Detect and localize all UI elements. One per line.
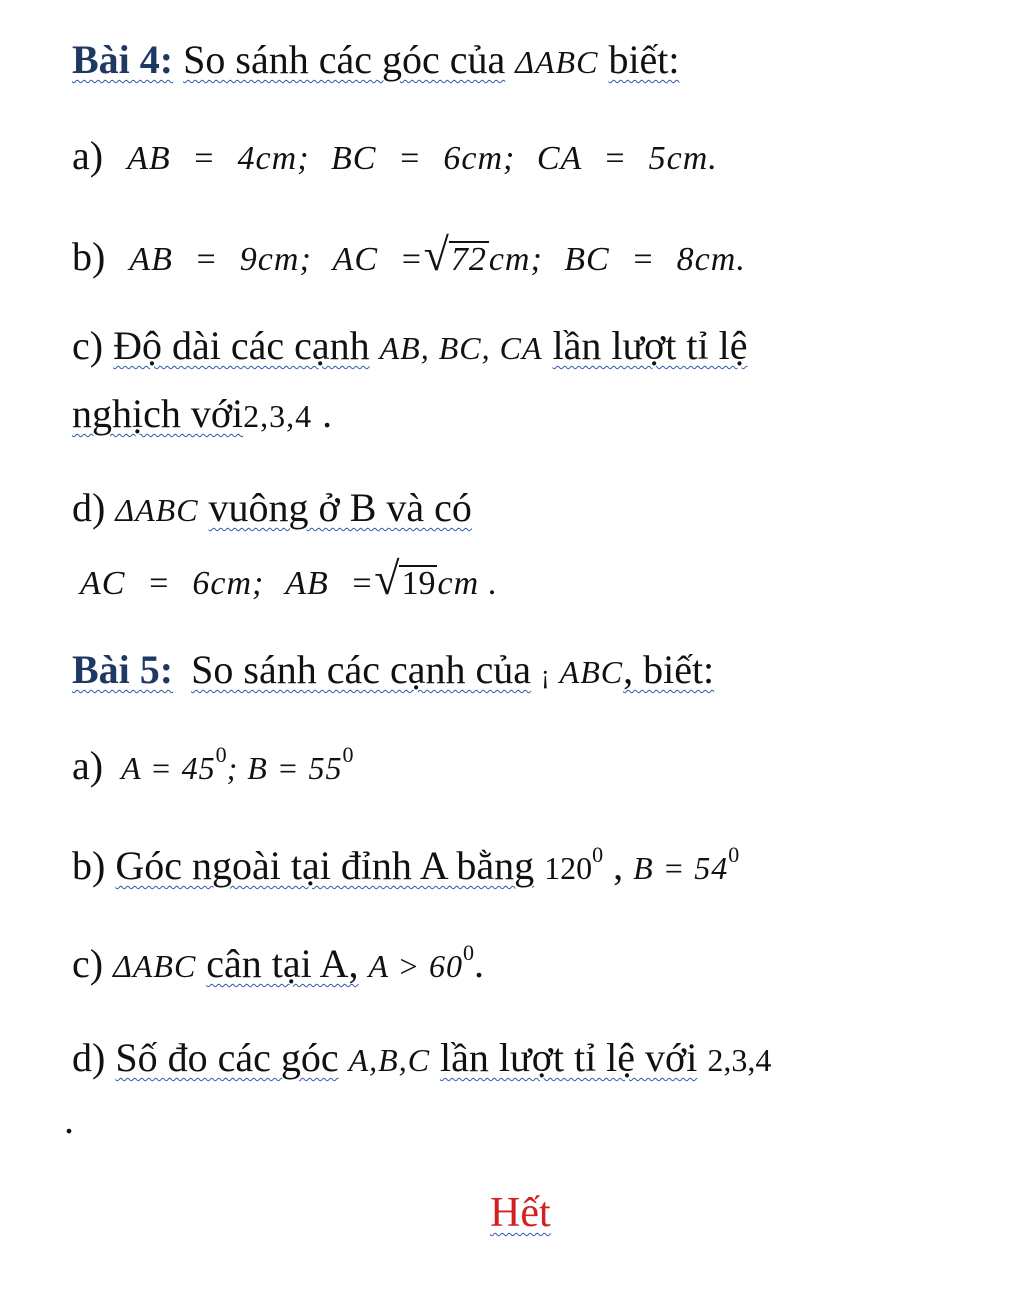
bai5-d-line2 <box>64 1097 74 1142</box>
bai5-b-sep: , <box>613 843 624 888</box>
bai4-a <box>72 133 718 178</box>
bai4-c-label: c) <box>72 323 104 368</box>
bai4-a-math: AB = 4cm; BC = 6cm; CA = 5cm. <box>127 140 718 177</box>
bai5-a <box>72 742 354 788</box>
bai4-b-sqrt <box>423 229 489 280</box>
sqrt-icon: √ <box>423 229 449 280</box>
bai4-triangle: ΔABC <box>515 44 599 80</box>
bai5-d-math2: 2,3,4 <box>707 1042 772 1078</box>
bai4-d-label: d) <box>72 485 106 530</box>
bai5-d-line2-dot: . <box>64 1097 74 1142</box>
bai5-a-m1: A = 45 <box>121 750 216 786</box>
bai5-b-m2: B = 54 <box>633 850 729 886</box>
bai5-d-label: d) <box>72 1035 106 1080</box>
bai4-d-sqrt-value: 19 <box>401 565 436 602</box>
bai5-b-m1: 120 <box>544 850 593 886</box>
bai4-b <box>72 229 746 280</box>
bai5-d-math1: A,B,C <box>348 1042 431 1078</box>
bai5-b-sup1: 0 <box>592 842 604 867</box>
bai4-tail: biết: <box>608 37 680 82</box>
bai5-c-text: cân tại A, <box>206 941 359 986</box>
bai5-b <box>72 842 740 888</box>
bai4-text: So sánh các góc của <box>183 37 506 82</box>
bai5-a-m2: ; B = 55 <box>226 750 343 786</box>
bai4-d-sqrt <box>374 553 437 604</box>
bai5-c <box>72 940 485 986</box>
bai4-c-line2-text: nghịch với <box>72 391 244 436</box>
bai4-b-sqrt-value: 72 <box>450 241 487 278</box>
bai4-c-line2-tail: . <box>322 391 333 436</box>
bai4-c-math1: AB, BC, CA <box>379 330 543 366</box>
bai5-a-label: a) <box>72 743 104 788</box>
end-text: Hết <box>490 1190 551 1236</box>
bai4-heading <box>72 37 680 82</box>
bai5-d-text1: Số đo các góc <box>115 1035 339 1080</box>
bai4-b-label: b) <box>72 234 106 279</box>
bai5-c-triangle: ΔABC <box>113 948 197 984</box>
bai5-b-sup2: 0 <box>728 842 740 867</box>
bai5-c-sup1: 0 <box>463 940 475 965</box>
bai5-c-tail: . <box>474 941 485 986</box>
bai5-b-text: Góc ngoài tại đỉnh A bằng <box>115 843 535 888</box>
bai4-b-math-pre: AB = 9cm; AC = <box>129 241 424 278</box>
sqrt-icon: √ <box>374 553 400 604</box>
bai4-a-label: a) <box>72 133 104 178</box>
bai4-d-math-pre: AC = 6cm; AB = <box>80 565 375 602</box>
bai5-title: Bài 5: <box>72 647 174 692</box>
bai5-d <box>72 1035 772 1080</box>
bai5-d-text2: lần lượt tỉ lệ với <box>440 1035 698 1080</box>
bai5-a-sup2: 0 <box>342 742 354 767</box>
bai5-c-label: c) <box>72 941 104 986</box>
bai5-heading <box>72 647 715 692</box>
bai5-triangle: ABC <box>559 654 624 690</box>
bai5-text: So sánh các cạnh của <box>191 647 531 692</box>
bai4-c-line2 <box>72 391 333 436</box>
bai4-title: Bài 4: <box>72 37 174 82</box>
bai4-d-line2 <box>80 553 499 604</box>
bai4-b-math-post: cm; BC = 8cm. <box>488 241 746 278</box>
bai4-c-text2: lần lượt tỉ lệ <box>552 323 748 368</box>
bai4-d-math-post: cm . <box>437 565 499 602</box>
bai4-c-line2-math: 2,3,4 <box>243 398 313 434</box>
end-marker <box>490 1192 551 1234</box>
bai5-b-label: b) <box>72 843 106 888</box>
bai4-d-triangle: ΔABC <box>115 492 199 528</box>
bai5-tail: , biết: <box>623 647 715 692</box>
bai5-a-sup1: 0 <box>215 742 227 767</box>
bai5-c-m1: A > 60 <box>368 948 464 984</box>
bai4-c-text1: Độ dài các cạnh <box>113 323 370 368</box>
bai4-d-text: vuông ở B và có <box>208 485 472 530</box>
bai4-d <box>72 485 472 530</box>
bai4-c <box>72 323 748 368</box>
bai5-glyph: ¡ <box>540 660 550 689</box>
